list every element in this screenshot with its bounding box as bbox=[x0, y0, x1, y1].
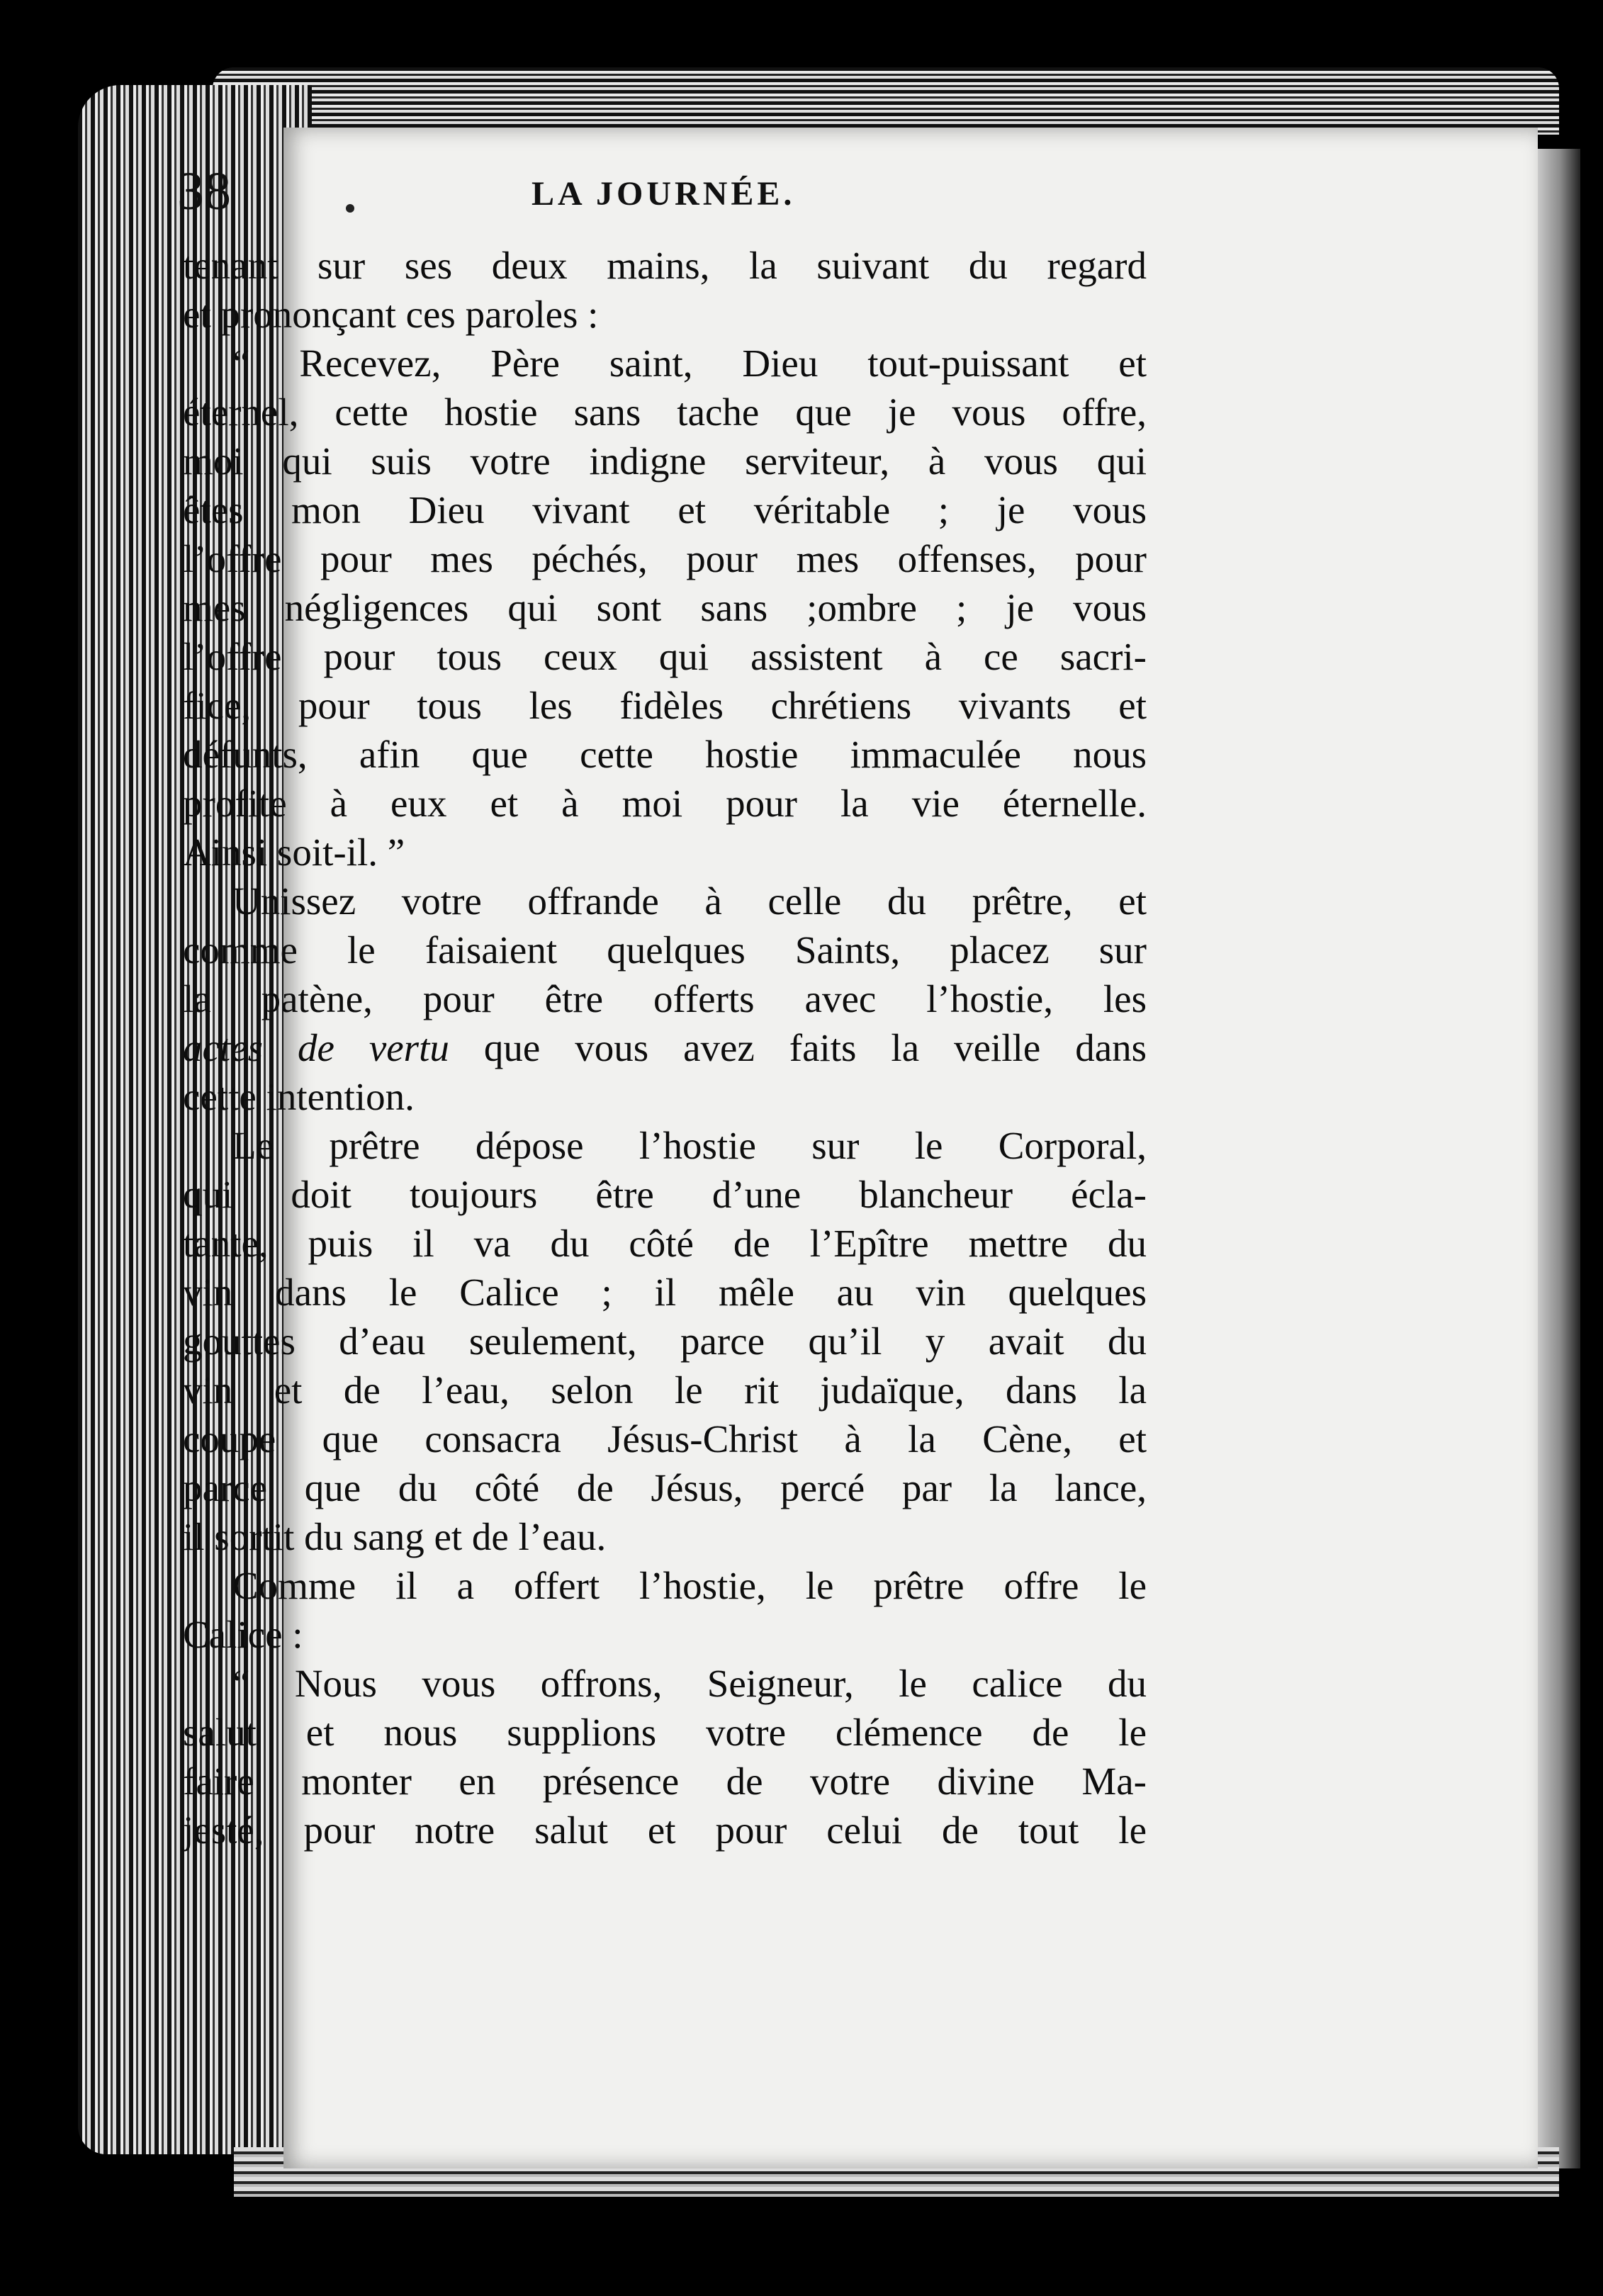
text-line: Unissez votre offrande à celle du prêtre, et bbox=[232, 879, 1147, 923]
book-right-edge bbox=[1531, 149, 1580, 2168]
text-line: la patène, pour être offerts avec l’hostie, les bbox=[183, 977, 1147, 1020]
text-line: “ Recevez, Père saint, Dieu tout-puissant et bbox=[232, 342, 1147, 385]
text-line: tante, puis il va du côté de l’Epître mettre du bbox=[183, 1222, 1147, 1265]
text-line-italic bbox=[183, 1023, 1147, 1072]
text-line: Ainsi soit-il. ” bbox=[183, 831, 405, 874]
italic-phrase: actes de vertu bbox=[183, 1026, 449, 1069]
text-line: comme le faisaient quelques Saints, placez sur bbox=[183, 928, 1147, 972]
text-line: et prononçant ces paroles : bbox=[183, 293, 599, 336]
text-line: moi qui suis votre indigne serviteur, à vous qui bbox=[183, 439, 1147, 483]
text-line: salut et nous supplions votre clémence de le bbox=[183, 1711, 1147, 1754]
text-line: qui doit toujours être d’une blancheur écla- bbox=[183, 1173, 1147, 1216]
running-title: LA JOURNÉE. bbox=[531, 175, 796, 213]
text-line: mes négligences qui sont sans ;ombre ; je vous bbox=[183, 586, 1147, 629]
text-fragment: que vous avez faits la veille dans bbox=[483, 1026, 1147, 1069]
text-line: êtes mon Dieu vivant et véritable ; je vous bbox=[183, 488, 1147, 531]
text-line: vin dans le Calice ; il mêle au vin quelques bbox=[183, 1271, 1147, 1314]
page-header bbox=[177, 156, 1261, 227]
text-line: il sortit du sang et de l’eau. bbox=[183, 1515, 607, 1558]
text-line: vin et de l’eau, selon le rit judaïque, dans la bbox=[183, 1368, 1147, 1412]
text-line: Le prêtre dépose l’hostie sur le Corporal, bbox=[232, 1124, 1147, 1167]
text-line: Calice : bbox=[183, 1613, 303, 1656]
text-line: tenant sur ses deux mains, la suivant du regard bbox=[183, 244, 1147, 287]
text-line: jesté, pour notre salut et pour celui de tout le bbox=[183, 1808, 1147, 1852]
text-line: Comme il a offert l’hostie, le prêtre offre le bbox=[232, 1564, 1147, 1607]
text-line: gouttes d’eau seulement, parce qu’il y avait du bbox=[183, 1319, 1147, 1363]
text-line: cette intention. bbox=[183, 1075, 415, 1118]
text-line: fice, pour tous les fidèles chrétiens vivants et bbox=[183, 684, 1147, 727]
text-line: l’offre pour tous ceux qui assistent à ce sacri- bbox=[183, 635, 1147, 678]
text-line: défunts, afin que cette hostie immaculée nous bbox=[183, 733, 1147, 776]
body-text bbox=[183, 241, 1147, 1855]
page-number: 38 bbox=[177, 162, 231, 221]
text-line: parce que du côté de Jésus, percé par la lance, bbox=[183, 1466, 1147, 1509]
text-line: l’offre pour mes péchés, pour mes offenses, pour bbox=[183, 537, 1147, 580]
text-line: “ Nous vous offrons, Seigneur, le calice du bbox=[232, 1662, 1147, 1705]
text-line: éternel, cette hostie sans tache que je vous offre, bbox=[183, 390, 1147, 434]
book-top-edge bbox=[213, 67, 1559, 135]
text-line: profite à eux et à moi pour la vie éternelle. bbox=[183, 782, 1147, 825]
text-line: coupe que consacra Jésus-Christ à la Cène, et bbox=[183, 1417, 1147, 1461]
text-line: faire monter en présence de votre divine Ma- bbox=[183, 1760, 1147, 1803]
